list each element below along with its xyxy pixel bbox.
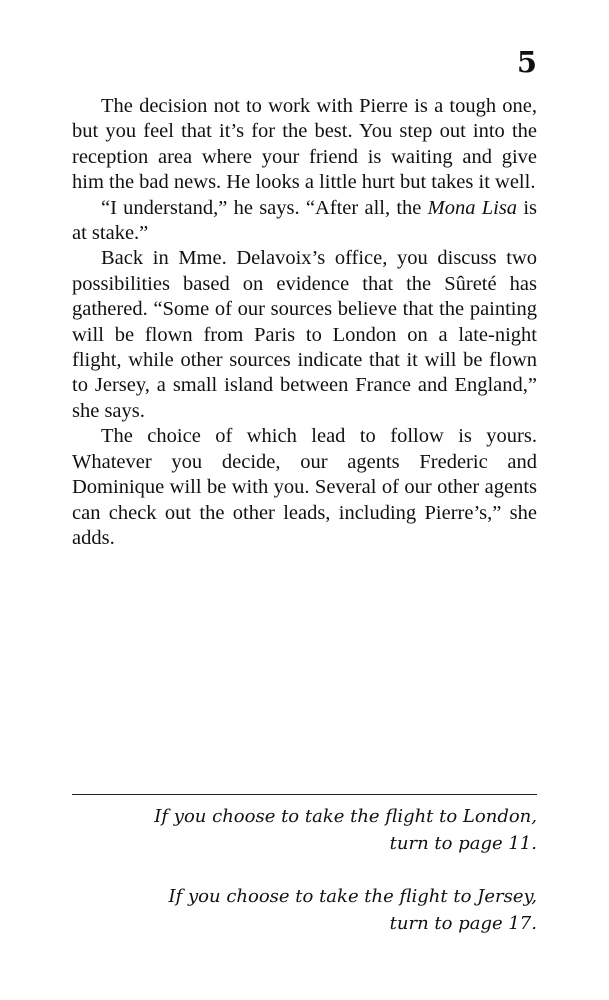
paragraph-pierre-reply-end: is at stake.” <box>72 196 537 245</box>
page-number: 5 <box>516 45 537 79</box>
paragraph-decision: The decision not to work with Pierre is a tough one, but you feel that it’s for the best. You step out into the reception area where your friend is waiting and give him the bad news. He looks a little hurt but takes it well. <box>72 95 537 194</box>
choice-jersey[interactable] <box>72 883 537 937</box>
section-divider <box>72 794 537 795</box>
choice-jersey-instruction: turn to page 17. <box>389 913 537 934</box>
paragraph-pierre-reply-start: “I understand,” he says. “After all, the <box>101 196 428 219</box>
choices-block <box>72 803 537 963</box>
paragraph-delavoix-office: Back in Mme. Delavoix’s office, you discuss two possibilities based on evidence that the Sûreté has gathered. “Some of our sources believe that the painting will be flown from Paris to London on a late-night flight, while other sources indicate that it will be flown to Jersey, a small island between France and England,” she says. <box>72 247 537 422</box>
story-text <box>72 94 537 551</box>
choice-london[interactable] <box>72 803 537 857</box>
choice-london-condition: If you choose to take the flight to London, <box>154 806 537 827</box>
paragraph-pierre-reply-italic: Mona Lisa <box>427 196 518 219</box>
paragraph-choice-is-yours: The choice of which lead to follow is yours. Whatever you decide, our agents Frederic and Dominique will be with you. Several of our other agents can check out the other leads, including Pierre’s,” she adds. <box>72 425 537 549</box>
choice-london-instruction: turn to page 11. <box>389 833 537 854</box>
paragraph-pierre-reply <box>72 196 537 247</box>
choice-jersey-condition: If you choose to take the flight to Jersey, <box>168 886 537 907</box>
